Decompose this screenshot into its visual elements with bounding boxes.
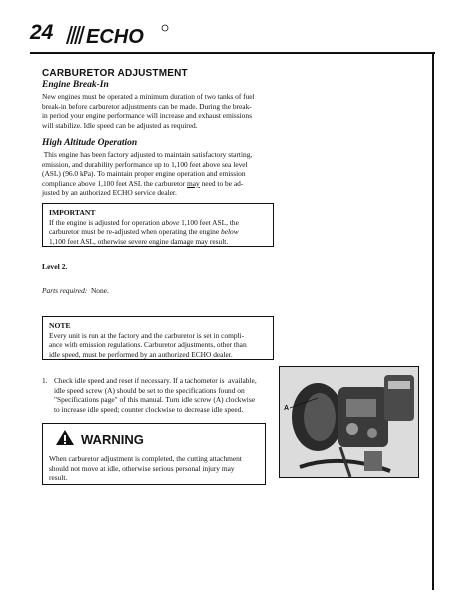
note-line: Every unit is run at the factory and the carburetor is set in compli-	[49, 330, 245, 340]
callout-leader-line	[290, 396, 320, 410]
altitude-paragraph	[42, 150, 270, 198]
note-box	[42, 316, 274, 360]
echo-logo-graphic	[62, 22, 170, 48]
warning-title: WARNING	[81, 432, 144, 447]
altitude-heading: High Altitude Operation	[42, 138, 138, 148]
note-line: idle speed, must be performed by an authorized ECHO dealer.	[49, 349, 233, 359]
step-number: 1.	[42, 376, 48, 385]
section-title: CARBURETOR ADJUSTMENT	[42, 68, 188, 79]
important-title: IMPORTANT	[49, 208, 96, 217]
step-line: idle speed screw (A) should be set to the specifications found on	[54, 385, 245, 395]
step-line: "Specifications page" of this manual. Turn idle screw (A) clockwise	[54, 395, 256, 405]
important-line: If the engine is adjusted for operation above 1,100 feet ASL, the	[49, 217, 239, 227]
may-underlined: may	[187, 178, 200, 188]
carburetor-illustration	[280, 367, 419, 478]
altitude-line: This engine has been factory adjusted to maintain satisfactory starting,	[42, 150, 253, 159]
breakin-line: in period your engine performance will increase and exhaust emissions	[42, 111, 252, 121]
step-line: Check idle speed and reset if necessary. If a tachometer is available,	[54, 376, 257, 385]
altitude-line: justed by an authorized ECHO service dealer.	[42, 188, 177, 198]
warning-box	[42, 423, 266, 485]
step-1	[42, 376, 274, 414]
echo-logo	[62, 22, 170, 48]
warning-line: result.	[49, 473, 68, 483]
altitude-line: emission, and durability performance up to 1,100 feet above sea level	[42, 159, 248, 169]
level-label: Level 2.	[42, 262, 68, 271]
parts-required	[42, 286, 109, 295]
breakin-line: will stabilize. Idle speed can be adjusted as required.	[42, 120, 198, 130]
warning-triangle-icon	[55, 429, 75, 451]
important-line: 1,100 feet ASL, otherwise severe engine damage may result.	[49, 236, 229, 246]
breakin-paragraph	[42, 92, 270, 130]
breakin-line: New engines must be operated a minimum duration of two tanks of fuel	[42, 92, 255, 101]
altitude-line: (ASL) (96.0 kPa). To maintain proper engine operation and emission	[42, 169, 246, 179]
warning-line: should not move at idle, otherwise serious personal injury may	[49, 463, 235, 473]
header-rule	[30, 52, 435, 54]
step-line: to increase idle speed; counter clockwise to decrease idle speed.	[54, 404, 244, 414]
carburetor-photo	[279, 366, 419, 478]
callout-label-a: A	[284, 405, 290, 412]
altitude-line: compliance above 1,100 feet ASL the carburetor may need to be ad-	[42, 178, 244, 188]
important-line: carburetor must be re-adjusted when operating the engine below	[49, 227, 239, 237]
warning-line: When carburetor adjustment is completed, the cutting attachment	[49, 454, 242, 463]
logo-text: ECHO	[86, 26, 144, 48]
warning-header	[55, 429, 259, 451]
breakin-line: break-in before carburetor adjustments can be made. During the break-	[42, 101, 252, 111]
note-line: ance with emission regulations. Carburetor adjustments, other than	[49, 340, 247, 350]
parts-label: Parts required:	[42, 286, 88, 295]
column-rule	[432, 54, 434, 590]
note-title: NOTE	[49, 321, 71, 330]
parts-value: None.	[90, 286, 109, 295]
page-number: 24	[30, 21, 54, 44]
important-box	[42, 203, 274, 247]
breakin-heading: Engine Break-In	[42, 80, 109, 90]
